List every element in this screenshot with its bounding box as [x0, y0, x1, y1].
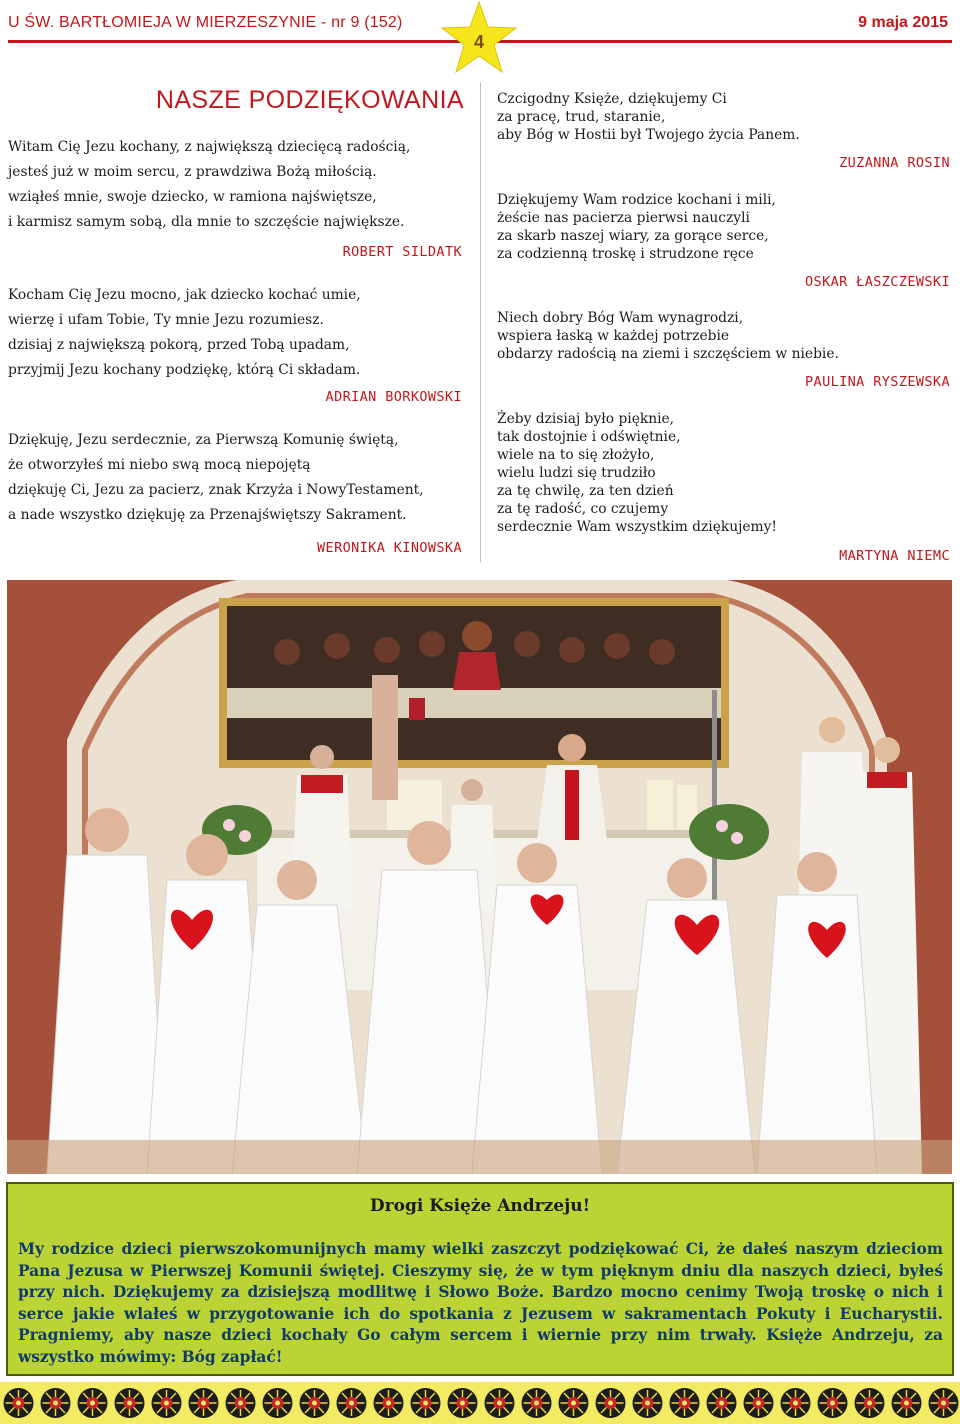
poem-line: serdecznie Wam wszystkim dziękujemy! [497, 519, 777, 535]
author-adrian: ADRIAN BORKOWSKI [325, 389, 462, 405]
poem-line: jesteś już w moim sercu, z prawdziwa Bożą miłością. [8, 164, 377, 180]
poem-line: żeście nas pacierza pierwsi nauczyli [497, 210, 750, 226]
issue-date: 9 maja 2015 [858, 14, 948, 31]
letter-title: Drogi Księże Andrzeju! [369, 1196, 591, 1216]
poem-line: Czcigodny Księże, dziękujemy Ci [497, 91, 727, 107]
poem-line: Żeby dzisiaj było pięknie, [497, 411, 675, 427]
author-weronika: WERONIKA KINOWSKA [317, 540, 462, 556]
poem-line: wiele na to się złożyło, [497, 447, 655, 463]
author-martyna: MARTYNA NIEMC [839, 548, 950, 564]
poem-line: Witam Cię Jezu kochany, z największą dziecięcą radością, [8, 139, 411, 155]
poem-line: dzisiaj z największą pokorą, przed Tobą upadam, [8, 337, 350, 353]
poem-line: wierzę i ufam Tobie, Ty mnie Jezu rozumiesz. [8, 312, 324, 328]
poem-line: obdarzy radością na ziemi i szczęściem w niebie. [497, 346, 839, 362]
letter-box [6, 1182, 954, 1376]
poem-line: Dziękuję, Jezu serdecznie, za Pierwszą Komunię świętą, [8, 432, 399, 448]
poem-line: tak dostojnie i odświętnie, [497, 429, 681, 445]
poem-paulina [497, 309, 839, 363]
poem-robert [8, 135, 410, 235]
author-paulina: PAULINA RYSZEWSKA [805, 374, 950, 390]
poem-line: za codzienną troskę i strudzone ręce [497, 246, 754, 262]
church-scene [7, 580, 952, 1174]
poem-weronika [8, 428, 424, 528]
poem-line: za pracę, trud, staranie, [497, 109, 666, 125]
poem-line: Niech dobry Bóg Wam wynagrodzi, [497, 310, 744, 326]
poem-line: Kocham Cię Jezu mocno, jak dziecko kochać umie, [8, 287, 361, 303]
column-divider [480, 82, 481, 562]
poem-martyna [497, 410, 777, 536]
poem-oskar [497, 191, 776, 263]
poem-line: i karmisz samym sobą, dla mnie to szczęście największe. [8, 214, 405, 230]
poem-line: wielu ludzi się trudziło [497, 465, 656, 481]
poem-line: a nade wszystko dziękuję za Przenajświętszy Sakrament. [8, 507, 407, 523]
poem-line: Dziękujemy Wam rodzice kochani i mili, [497, 192, 776, 208]
poem-line: za tę radość, co czujemy [497, 501, 669, 517]
poem-line: przyjmij Jezu kochany podziękę, którą Ci składam. [8, 362, 361, 378]
poem-line: dziękuję Ci, Jezu za pacierz, znak Krzyża i NowyTestament, [8, 482, 424, 498]
letter-body: My rodzice dzieci pierwszokomunijnych mamy wielki zaszczyt podziękować Ci, że dałeś naszym dzieciom Pana Jezusa w Pierwszej Komunii świętej. Cieszymy się, że w tym pięknym dniu dla naszych dzieci, byłeś przy nich. Dziękujemy za dzisiejszą modlitwę i Słowo Boże. Bardzo mocno cenimy Twoją troskę o nich i serce jakie wlałeś w przygotowanie ich do spotkania z Jezusem w sakramentach Pokuty i Eucharystii. Pragniemy, aby nasze dzieci kochały Go całym sercem i wiernie przy nim trwały. Księże Andrzeju, za wszystko mówimy: Bóg zapłać! [18, 1240, 943, 1366]
folk-border [0, 1382, 960, 1424]
first-communion-photo [7, 580, 952, 1174]
poem-adrian [8, 283, 361, 383]
poem-zuzanna [497, 90, 800, 144]
page-number: 4 [473, 32, 484, 52]
poem-line: że otworzyłeś mi niebo swą mocą niepojętą [8, 457, 311, 473]
poem-line: wziąłeś mnie, swoje dziecko, w ramiona najświętsze, [8, 189, 377, 205]
author-robert: ROBERT SILDATK [342, 244, 462, 260]
publication-title: U ŚW. BARTŁOMIEJA W MIERZESZYNIE - nr 9 (152) [8, 14, 403, 31]
poem-line: wspiera łaską w każdej potrzebie [497, 328, 730, 344]
section-title: NASZE PODZIĘKOWANIA [155, 86, 464, 114]
poem-line: aby Bóg w Hostii był Twojego życia Panem. [497, 127, 800, 143]
poem-line: za skarb naszej wiary, za gorące serce, [497, 228, 769, 244]
author-zuzanna: ZUZANNA ROSIN [839, 155, 950, 171]
author-oskar: OSKAR ŁASZCZEWSKI [805, 274, 950, 290]
poem-line: za tę chwilę, za ten dzień [497, 483, 674, 499]
